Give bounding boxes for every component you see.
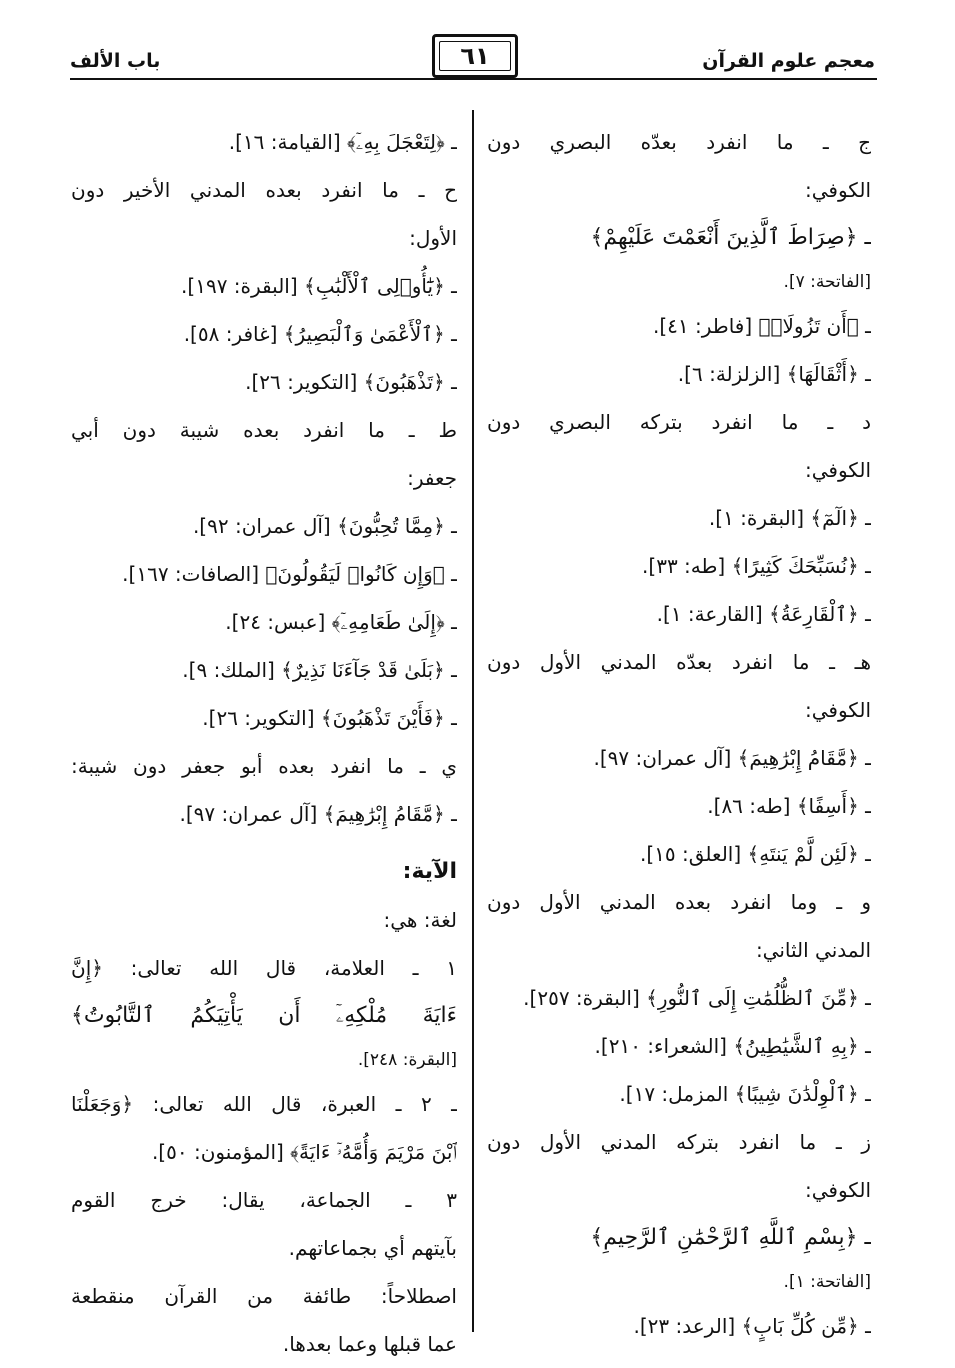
- quran-line: ـ ﴿ٱلْقَارِعَةُ﴾ [القارعة: ١].: [656, 602, 871, 626]
- quran-line: ـ ﴿مِّن كُلِّ بَابٍ﴾ [الرعد: ٢٣].: [633, 1314, 871, 1338]
- text-line: ز ـ ما انفرد بتركه المدني الأول دون: [487, 1130, 871, 1154]
- text-line: هـ ـ ما انفرد بعدّه المدني الأول دون: [487, 650, 871, 674]
- quran-line: ـ ﴿مِّنَ ٱلظُّلُمَٰتِ إِلَى ٱلنُّورِ﴾ [البقرة: ٢٥٧].: [523, 986, 871, 1010]
- quran-line: ـ ﴿مَّقَامُ إِبْرَٰهِيمَ﴾ [آل عمران: ٩٧].: [179, 802, 457, 826]
- text-line: الكوفي:: [805, 1178, 871, 1202]
- spacer: [71, 838, 457, 848]
- text-line: ح ـ ما انفرد بعده المدني الأخير دون: [71, 178, 457, 202]
- text-line: ١ ـ العلامة، قال الله تعالى: ﴿إِنَّ: [71, 956, 457, 980]
- quran-line: ـ ﴿وَإِن كَانُوا۟ لَيَقُولُونَ﴾ [الصافات: ١٦٧].: [122, 562, 457, 586]
- text-line: جعفر:: [407, 466, 457, 490]
- quran-line: ـ ﴿لِتَعْجَلَ بِهِۦٓ﴾ [القيامة: ١٦].: [228, 130, 457, 154]
- page-number: ٦١: [460, 42, 490, 70]
- quran-line: ـ ﴿ٱلْوِلْدَٰنَ شِيبًا﴾ المزمل: ١٧].: [619, 1082, 871, 1106]
- text-line: ـ ٢ ـ العبرة، قال الله تعالى: ﴿وَجَعَلْنَا: [71, 1092, 457, 1116]
- quran-line: ـ ﴿بِهِ ٱلشَّيَٰطِينُ﴾ [الشعراء: ٢١٠].: [594, 1034, 871, 1058]
- quran-line: ـ ﴿بِسْمِ ٱللَّهِ ٱلرَّحْمَٰنِ ٱلرَّحِيمِ﴾: [590, 1225, 871, 1250]
- quran-line: ـ ﴿يَٰٓأُو۟لِى ٱلْأَلْبَٰبِ﴾ [البقرة: ١٩٧].: [181, 274, 457, 298]
- reference-line: [الفاتحة: ١].: [783, 1272, 871, 1292]
- quran-line: ـ ﴿مَّقَامُ إِبْرَٰهِيمَ﴾ [آل عمران: ٩٧].: [593, 746, 871, 770]
- quran-line: ـ ﴿إِلَىٰ طَعَامِهِۦٓ﴾ [عبس: ٢٤].: [225, 610, 457, 634]
- quran-line: ـ ﴿أَن تَزُولَاۚ﴾ [فاطر: ٤١].: [652, 314, 871, 338]
- text-line: عما قبلها وعما بعدها.: [282, 1332, 457, 1356]
- text-line: بآيتهم أي بجماعاتهم.: [288, 1236, 457, 1260]
- text-line: و ـ وما انفرد بعده المدني الأول دون: [487, 890, 871, 914]
- text-line: ٣ ـ الجماعة، يقال: خرج القوم: [71, 1188, 457, 1212]
- text-line: ي ـ ما انفرد بعده أبو جعفر دون شيبة:: [71, 754, 457, 778]
- quran-line: ـ ﴿ٱلْأَعْمَىٰ وَٱلْبَصِيرُ﴾ [غافر: ٥٨].: [183, 322, 457, 346]
- section-heading: الآية:: [402, 859, 457, 884]
- quran-line: ـ ﴿الٓمٓ﴾ [البقرة: ١].: [708, 506, 871, 530]
- text-line: د ـ ما انفرد بتركه البصري دون: [487, 410, 871, 434]
- text-line: الكوفي:: [805, 458, 871, 482]
- page-number-frame: [432, 34, 518, 78]
- column-divider: [472, 110, 474, 1332]
- quran-line: ـ ﴿أَسِفًا﴾ [طه: ٨٦].: [707, 794, 871, 818]
- text-line: لغة: هي:: [383, 908, 457, 932]
- text-line: اصطلاحاً: طائفة من القرآن منقطعة: [71, 1284, 457, 1308]
- text-line: الكوفي:: [805, 698, 871, 722]
- text-line: المدني الثاني:: [755, 938, 871, 962]
- right-column: [487, 118, 871, 1350]
- book-title: معجم علوم القرآن: [702, 50, 875, 72]
- quran-line: ـ ﴿لَئِن لَّمْ يَنتَهِ﴾ [العلق: ١٥].: [640, 842, 871, 866]
- text-line: الكوفي:: [805, 178, 871, 202]
- quran-line: ـ ﴿تَذْهَبُونَ﴾ [التكوير: ٢٦].: [245, 370, 457, 394]
- text-line: ج ـ ما انفرد بعدّه البصري دون: [487, 130, 871, 154]
- left-column: [71, 118, 457, 1368]
- quran-line: ـ ﴿نُسَبِّحَكَ كَثِيرًا﴾ [طه: ٣٣].: [642, 554, 871, 578]
- quran-line: ـ ﴿بَلَىٰ قَدْ جَآءَنَا نَذِيرٌ﴾ [الملك: ٩].: [182, 658, 457, 682]
- quran-line: ٱبْنَ مَرْيَمَ وَأُمَّهُۥٓ ءَايَةً﴾ [المؤمنون: ٥٠].: [151, 1140, 457, 1164]
- quran-line: ءَايَةَ مُلْكِهِۦٓ أَن يَأْتِيَكُمُ ٱلتَّابُوتُ﴾: [71, 1003, 457, 1028]
- reference-line: [البقرة: ٢٤٨].: [357, 1050, 457, 1070]
- reference-line: [الفاتحة: ٧].: [783, 272, 871, 292]
- quran-line: ـ ﴿صِرَاطَ ٱلَّذِينَ أَنْعَمْتَ عَلَيْهِمْ﴾: [590, 225, 871, 250]
- header-rule: [70, 78, 877, 80]
- text-line: الأول:: [409, 226, 457, 250]
- quran-line: ـ ﴿أَثْقَالَهَا﴾ [الزلزلة: ٦].: [677, 362, 871, 386]
- chapter-title: باب الألف: [70, 50, 161, 72]
- text-line: ط ـ ما انفرد بعده شيبة دون أبي: [71, 418, 457, 442]
- quran-line: ـ ﴿مِمَّا تُحِبُّونَ﴾ [آل عمران: ٩٢].: [192, 514, 457, 538]
- quran-line: ـ ﴿فَأَيْنَ تَذْهَبُونَ﴾ [التكوير: ٢٦].: [202, 706, 457, 730]
